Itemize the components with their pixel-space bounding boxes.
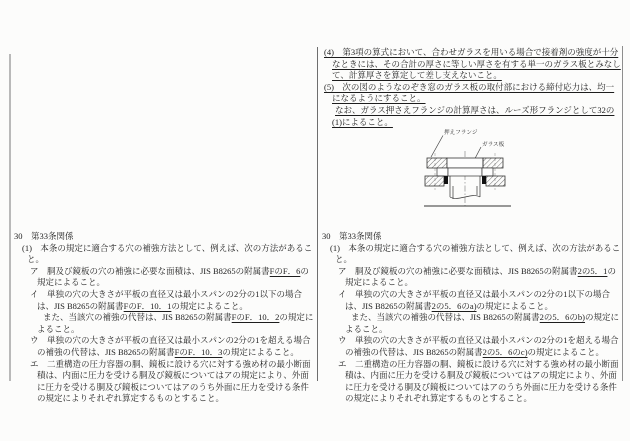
paragraph	[321, 231, 622, 243]
text-run: また、当該穴の補強の代替は、JIS B8265の附属書	[43, 312, 232, 323]
right-column-amendment-section	[321, 47, 622, 128]
flange-cross-section-drawing	[330, 126, 630, 230]
text-run: ア 胴及び鏡板の穴の補強に必要な面積は、JIS B8265の附属書	[30, 265, 270, 276]
text-run: の規定によること。	[222, 346, 299, 357]
text-run: 30 第33条関係	[14, 231, 74, 241]
text-run: イ 単独の穴の大きさが平板の直径又は最小スパンの2分の1以下の場合は、JIS B8265の附属書	[30, 288, 303, 311]
left-column-rule	[9, 54, 11, 381]
text-run: の規定によること。	[345, 265, 616, 288]
paragraph	[321, 47, 622, 82]
paragraph	[321, 312, 622, 335]
amended-text: (5) 次の図のようなのぞき窓のガラス板の取付部における締付応力は、均一になるようにすること。	[324, 81, 615, 104]
text-run: の規定によること。	[527, 346, 605, 357]
paragraph	[13, 335, 314, 358]
amended-text: FのF．6	[269, 265, 301, 276]
text-run: ウ 単独の穴の大きさが平板の直径又は最小スパンの2分の1を超える場合の補強の代替は、JIS B8265の附属書	[338, 335, 619, 357]
text-run: ウ 単独の穴の大きさが平板の直径又は最小スパンの2分の1を超える場合の補強の代替は、JIS B8265の附属書	[30, 335, 311, 357]
paragraph	[321, 289, 622, 312]
text-run: の規定によること。	[37, 265, 309, 288]
paragraph	[13, 359, 314, 405]
amended-text: FのF．10．2	[231, 312, 280, 323]
paragraph	[321, 335, 622, 358]
paragraph	[321, 82, 622, 105]
glass-plate-label: ガラス板	[482, 142, 505, 148]
center-column-rule	[317, 47, 318, 381]
paragraph	[13, 266, 314, 289]
text-run: の規定によること。	[476, 300, 554, 311]
paragraph	[321, 243, 622, 266]
glass-plate	[437, 168, 493, 176]
text-run: の規定によること。	[37, 312, 314, 334]
right-column-article-30-section	[321, 231, 622, 405]
paragraph	[321, 105, 622, 128]
press-flange-leader-line	[431, 136, 443, 158]
paragraph	[13, 312, 314, 335]
text-run: 30 第33条関係	[322, 231, 382, 241]
sight-glass-flange-diagram	[330, 126, 630, 230]
gasket-left	[444, 176, 448, 184]
paragraph	[13, 243, 314, 266]
text-run: エ 二重構造の圧力容器の胴、鏡板に設ける穴に対する強め材の最小断面積は、内面に圧力を受ける胴及び鏡板についてはアの規定により、外面に圧力を受ける胴及び鏡板についてはアのうち外面に圧力を受ける条件の規定によりそれぞれ算定するものとすること。	[338, 358, 619, 404]
text-run: (1) 本条の規定に適合する穴の補強方法として、例えば、次の方法があること。	[330, 242, 621, 265]
amended-text: 2の5．6のc)	[482, 346, 528, 357]
amended-text: (4) 第3項の算式において、合わせガラスを用いる場合で接着剤の強度が十分なときには、その合計の厚さに等しい厚さを有する単一のガラス板とみなして、計算厚さを算定して差し支えないこと。	[324, 47, 621, 81]
amended-text: なお、ガラス押さえフランジの計算厚さは、ルーズ形フランジとして32の(1)によること。	[332, 104, 615, 127]
amended-text: 2の5．6のb)	[539, 312, 586, 323]
amended-text: 2の5．6のa)	[431, 300, 477, 311]
text-run: ア 胴及び鏡板の穴の補強に必要な面積は、JIS B8265の附属書	[338, 265, 578, 276]
gasket-right	[482, 176, 486, 184]
paragraph	[321, 359, 622, 405]
text-run: (1) 本条の規定に適合する穴の補強方法として、例えば、次の方法があること。	[22, 242, 313, 265]
left-column-article-30-section	[13, 231, 314, 405]
amended-text: FのF．10．3	[174, 346, 223, 357]
text-run: イ 単独の穴の大きさが平板の直径又は最小スパンの2分の1以下の場合は、JIS B8265の附属書	[338, 288, 611, 311]
text-run: エ 二重構造の圧力容器の胴、鏡板に設ける穴に対する強め材の最小断面積は、内面に圧力を受ける胴及び鏡板についてはアの規定により、外面に圧力を受ける胴及び鏡板についてはアのうち外面に圧力を受ける条件の規定によりそれぞれ算定するものとすること。	[30, 358, 311, 404]
text-run: の規定によること。	[345, 312, 620, 334]
amended-text: 2の5．1	[577, 265, 608, 276]
text-run: また、当該穴の補強の代替は、JIS B8265の附属書	[351, 312, 540, 323]
paragraph	[321, 266, 622, 289]
amended-text: FのF．10．1	[123, 300, 172, 311]
text-run: の規定によること。	[171, 300, 248, 311]
press-flange	[427, 158, 503, 168]
paragraph	[13, 231, 314, 243]
press-flange-label: 押えフランジ	[444, 130, 478, 136]
paragraph	[13, 289, 314, 312]
